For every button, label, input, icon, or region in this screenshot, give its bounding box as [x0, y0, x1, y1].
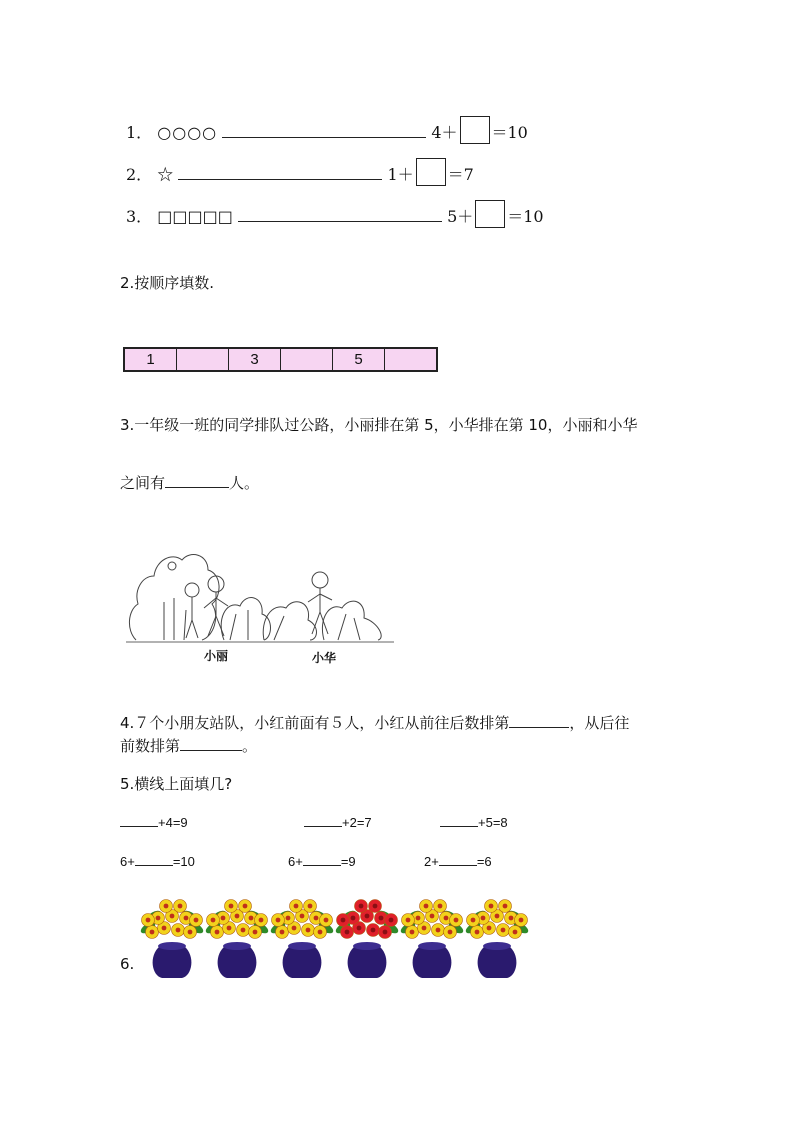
row-1-answer-box[interactable]: [460, 116, 490, 144]
eq-5-suffix: =9: [340, 854, 356, 869]
equation-1: [120, 814, 188, 830]
flower-vase: [334, 900, 400, 979]
q4-text-line1: [120, 712, 629, 733]
eq-5-prefix: 6+: [288, 854, 303, 869]
row-1-number: 1．: [126, 123, 153, 142]
row-3-expr-right: ＝10: [507, 207, 544, 226]
sequence-cell: 3: [229, 349, 281, 370]
sequence-cell-blank[interactable]: [385, 349, 436, 370]
flower-vase: [464, 900, 530, 979]
row-2-answer-box[interactable]: [416, 158, 446, 186]
q3-text-line2: [120, 472, 259, 493]
eq-2-text: +2=7: [342, 815, 372, 830]
eq-3-blank[interactable]: [440, 814, 478, 827]
row-3-symbols: □□□□□: [157, 207, 233, 226]
eq-4-blank[interactable]: [135, 853, 173, 866]
q4-line1-prefix: 4.７个小朋友站队，小红前面有５人，小红从前往后数排第: [120, 714, 510, 732]
sequence-cell: 5: [333, 349, 385, 370]
q6-label: 6.: [120, 955, 135, 973]
eq-1-text: +4=9: [158, 815, 188, 830]
row-1-expr-right: ＝10: [491, 123, 528, 142]
label-xiaohua: 小华: [312, 651, 337, 665]
fill-row-2: [126, 158, 474, 186]
eq-4-prefix: 6+: [120, 854, 135, 869]
flower-vase: [204, 900, 270, 979]
equation-3: [440, 814, 508, 830]
row-2-symbols: ☆: [157, 165, 174, 184]
eq-3-text: +5=8: [478, 815, 508, 830]
flower-vase: [140, 900, 205, 979]
eq-2-blank[interactable]: [304, 814, 342, 827]
row-2-expr-right: ＝7: [447, 165, 474, 184]
row-1-symbols: ○○○○: [157, 123, 218, 142]
q3-text-line1: 3.一年级一班的同学排队过公路，小丽排在第 5，小华排在第 10，小丽和小华: [120, 416, 638, 434]
fill-row-3: [126, 200, 544, 228]
eq-5-blank[interactable]: [303, 853, 341, 866]
row-3-answer-line[interactable]: [238, 220, 442, 222]
flower-vases-illustration: [140, 894, 540, 986]
row-3-answer-box[interactable]: [475, 200, 505, 228]
q4-line2-suffix: 。: [242, 737, 258, 755]
q3-prefix: 之间有: [120, 474, 166, 492]
equation-6: [424, 853, 492, 869]
q4-answer-blank-2[interactable]: [180, 738, 242, 751]
eq-6-blank[interactable]: [439, 853, 477, 866]
flower-vase: [269, 900, 335, 979]
sequence-cell: 1: [125, 349, 177, 370]
label-xiaoli: 小丽: [204, 649, 229, 663]
q4-line2-prefix: 前数排第: [120, 737, 181, 755]
eq-6-suffix: =6: [476, 854, 492, 869]
eq-4-suffix: =10: [172, 854, 195, 869]
row-1-answer-line[interactable]: [222, 136, 426, 138]
q4-text-line2: [120, 735, 257, 756]
row-3-expr-left: 5＋: [447, 207, 474, 226]
sequence-cell-blank[interactable]: [281, 349, 333, 370]
q5-title: 5.横线上面填几?: [120, 775, 233, 793]
equation-4: [120, 853, 195, 869]
q3-suffix: 人。: [229, 474, 260, 492]
eq-1-blank[interactable]: [120, 814, 158, 827]
equation-2: [304, 814, 372, 830]
q3-answer-blank[interactable]: [165, 475, 229, 488]
q2-title: 2.按顺序填数.: [120, 274, 215, 292]
row-2-number: 2．: [126, 165, 153, 184]
q4-line1-suffix: ，从后往: [569, 714, 630, 732]
queue-illustration: [124, 540, 396, 668]
q4-answer-blank-1[interactable]: [509, 715, 569, 728]
row-3-number: 3．: [126, 207, 153, 226]
flower-vase: [399, 900, 465, 979]
row-1-expr-left: 4＋: [431, 123, 458, 142]
eq-6-prefix: 2+: [424, 854, 439, 869]
row-2-answer-line[interactable]: [178, 178, 382, 180]
row-2-expr-left: 1＋: [387, 165, 414, 184]
fill-row-1: [126, 116, 528, 144]
equation-5: [288, 853, 356, 869]
sequence-cell-blank[interactable]: [177, 349, 229, 370]
sequence-strip: [123, 347, 438, 372]
